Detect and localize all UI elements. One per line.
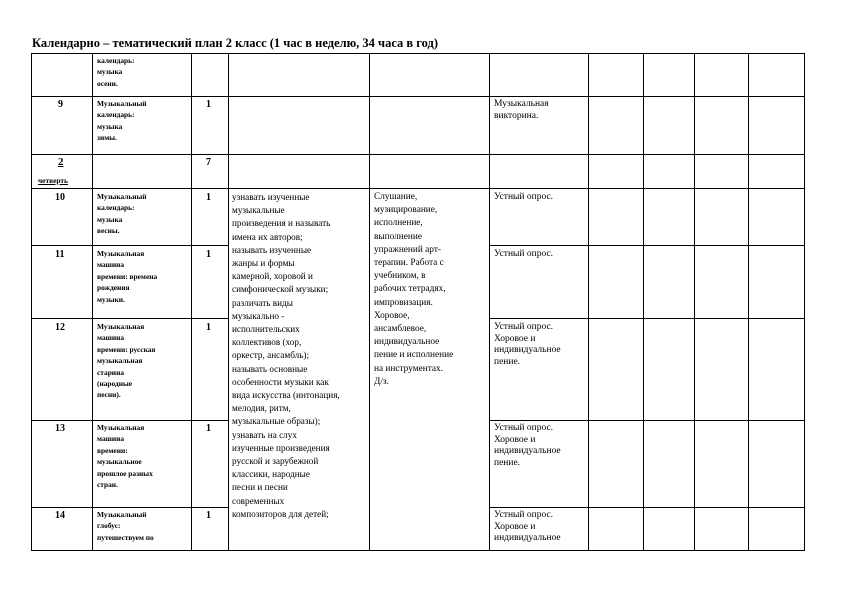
row-10-hours: 1: [206, 192, 211, 203]
row-10-topic: Музыкальный календарь: музыка весны.: [97, 192, 147, 236]
row-11-number: 11: [55, 249, 65, 260]
row-10-number: 10: [55, 192, 65, 203]
requirements-text: узнавать изученные музыкальные произведения и называть имена их авторов; называть изученные жанры и формы камерной, хоровой и симфонической музыки; различать виды музыкально - исполнительских коллективов (хор, оркестр, ансамбль); называть основные особенности музыки как вида искусства (интонация, мелодия, ритм, музыкальные образы); узнавать на слух изученные произведения русской и зарубежной классики, народные песни и песни современных композиторов для детей;: [232, 192, 340, 519]
row-14-hours: 1: [206, 510, 211, 521]
row-12-control: Устный опрос. Хоровое и индивидуальное пение.: [494, 322, 561, 367]
row-9-topic: Музыкальный календарь: музыка зимы.: [97, 99, 147, 143]
row-9-hours: 1: [206, 99, 211, 110]
row-11-topic: Музыкальная машина времени: времена рождения музыки.: [97, 249, 158, 304]
page-title: Календарно – тематический план 2 класс (1 час в неделю, 34 часа в год): [32, 36, 439, 50]
row-11-control: Устный опрос.: [494, 249, 554, 259]
row-14-number: 14: [55, 510, 65, 521]
row-12-topic: Музыкальная машина времени: русская музыкальная старина (народные песни).: [97, 322, 156, 400]
row-13-number: 13: [55, 423, 65, 434]
row-12-hours: 1: [206, 322, 211, 333]
activities-text: Слушание, музицирование, исполнение, выполнение упражнений арт- терапии. Работа с учебником, в рабочих тетрадях, импровизация. Хоровое, ансамблевое, индивидуальное пение и исполнение на инструментах. Д/з.: [374, 192, 454, 387]
quarter-hours: 7: [206, 157, 211, 168]
row-14-topic: Музыкальный глобус: путешествуем по: [97, 510, 154, 542]
row-11-hours: 1: [206, 249, 211, 260]
row-13-hours: 1: [206, 423, 211, 434]
row-8-topic: календарь: музыка осени.: [97, 56, 135, 88]
row-13-control: Устный опрос. Хоровое и индивидуальное пение.: [494, 423, 561, 468]
row-14-control: Устный опрос. Хоровое и индивидуальное: [494, 510, 561, 543]
quarter-label: четверть: [38, 176, 68, 185]
row-13-topic: Музыкальная машина времени: музыкальное прошлое разных стран.: [97, 423, 153, 490]
row-9-control: Музыкальная викторина.: [494, 99, 549, 121]
row-12-number: 12: [55, 322, 65, 333]
quarter-number: 2: [58, 156, 64, 168]
row-10-control: Устный опрос.: [494, 192, 554, 202]
row-9-number: 9: [58, 99, 63, 110]
